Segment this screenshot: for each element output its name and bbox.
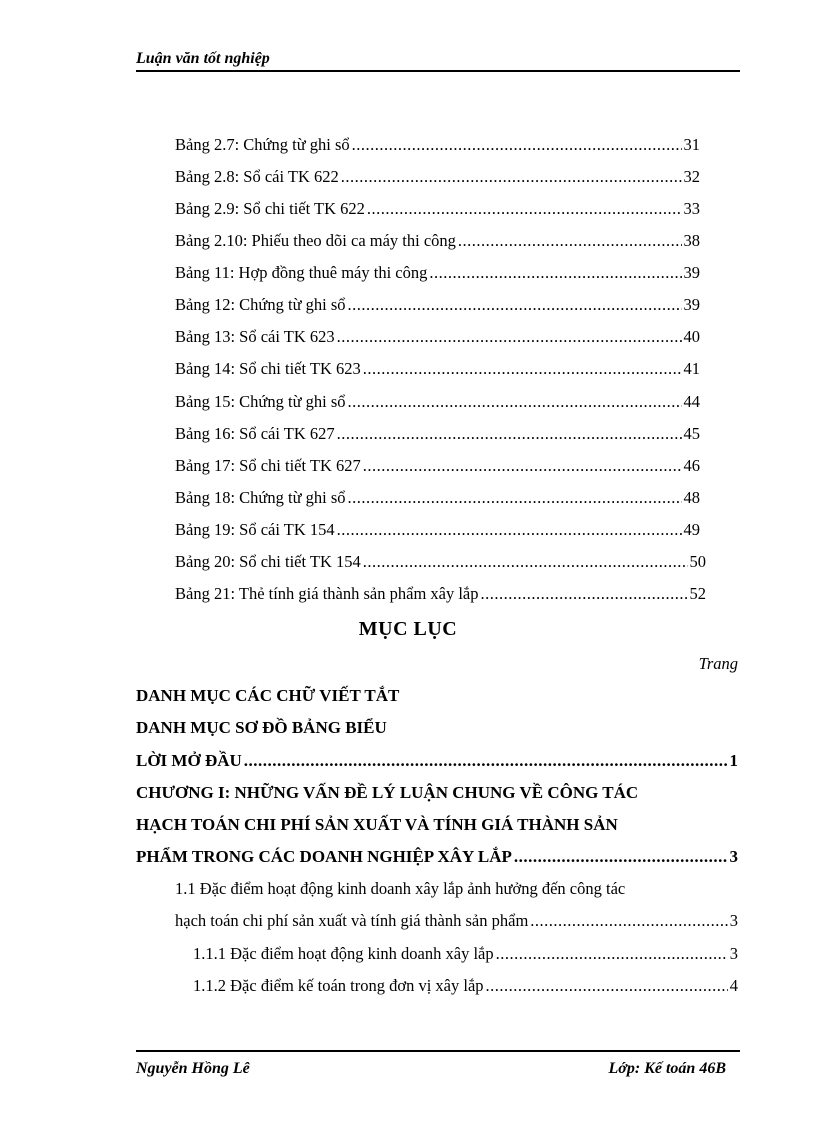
toc-section-1-1-line2[interactable]: hạch toán chi phí sản xuất và tính giá thành sản phẩm ..... 3 [175, 911, 738, 931]
footer-author: Nguyễn Hồng Lê [136, 1060, 250, 1077]
toc-entry[interactable]: Bảng 18: Chứng từ ghi sổ ..... 48 [175, 488, 700, 508]
toc-entry[interactable]: Bảng 17: Sổ chi tiết TK 627 ..... 46 [175, 456, 700, 476]
toc-entry[interactable]: Bảng 14: Sổ chi tiết TK 623 ..... 41 [175, 359, 700, 379]
toc-section-1-1-line1[interactable]: 1.1 Đặc điểm hoạt động kinh doanh xây lắp ảnh hưởng đến công tác [175, 879, 626, 898]
toc-diagrams-list[interactable]: DANH MỤC SƠ ĐỒ BẢNG BIỂU [136, 718, 387, 737]
header-title: Luận văn tốt nghiệp [136, 50, 270, 67]
toc-entry[interactable]: Bảng 2.10: Phiếu theo dõi ca máy thi công ..... 38 [175, 231, 700, 251]
toc-section-1-1-1[interactable]: 1.1.1 Đặc điểm hoạt động kinh doanh xây lắp ..... 3 [193, 944, 738, 964]
toc-entry[interactable]: Bảng 11: Hợp đồng thuê máy thi công ..... 39 [175, 263, 700, 283]
toc-entry[interactable]: Bảng 2.8: Sổ cái TK 622 ..... 32 [175, 167, 700, 187]
toc-entry[interactable]: Bảng 16: Sổ cái TK 627 ..... 45 [175, 424, 700, 444]
toc-abbreviations[interactable]: DANH MỤC CÁC CHỮ VIẾT TẮT [136, 686, 400, 705]
page-footer [136, 1050, 740, 1082]
toc-chapter1-line3[interactable]: PHẨM TRONG CÁC DOANH NGHIỆP XÂY LẮP ..... 3 [136, 847, 738, 867]
page-header [136, 48, 740, 72]
toc-entry[interactable]: Bảng 20: Sổ chi tiết TK 154 ..... 50 [175, 552, 706, 572]
footer-class: Lớp: Kế toán 46B [608, 1060, 726, 1077]
toc-section-1-1-2[interactable]: 1.1.2 Đặc điểm kế toán trong đơn vị xây lắp ..... 4 [193, 976, 738, 996]
toc-chapter1-line1[interactable]: CHƯƠNG I: NHỮNG VẤN ĐỀ LÝ LUẬN CHUNG VỀ CÔNG TÁC [136, 783, 639, 802]
toc-entry[interactable]: Bảng 2.7: Chứng từ ghi sổ ..... 31 [175, 135, 700, 155]
toc-entry[interactable]: Bảng 13: Sổ cái TK 623 ..... 40 [175, 327, 700, 347]
toc-chapter1-line2[interactable]: HẠCH TOÁN CHI PHÍ SẢN XUẤT VÀ TÍNH GIÁ THÀNH SẢN [136, 815, 618, 834]
toc-intro[interactable]: LỜI MỞ ĐẦU ..... 1 [136, 751, 738, 771]
page-column-label: Trang [698, 654, 738, 673]
toc-entry[interactable]: Bảng 2.9: Sổ chi tiết TK 622 ..... 33 [175, 199, 700, 219]
toc-entry[interactable]: Bảng 15: Chứng từ ghi sổ ..... 44 [175, 392, 700, 412]
toc-entry[interactable]: Bảng 19: Sổ cái TK 154 ..... 49 [175, 520, 700, 540]
toc-entry[interactable]: Bảng 12: Chứng từ ghi sổ ..... 39 [175, 295, 700, 315]
toc-entry[interactable]: Bảng 21: Thẻ tính giá thành sản phẩm xây lắp ..... 52 [175, 584, 706, 604]
toc-heading: MỤC LỤC [358, 618, 458, 640]
